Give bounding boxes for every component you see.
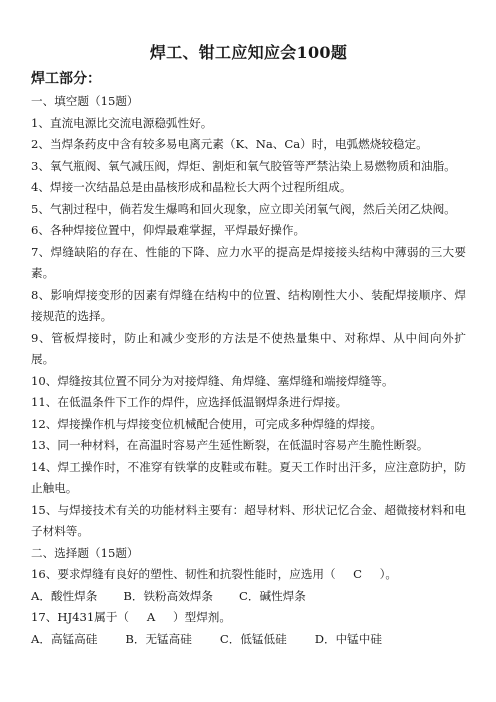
question-3: 3、氧气瓶阀、氧气减压阀，焊炬、割炬和氧气胶管等严禁沾染上易燃物质和油脂。 bbox=[31, 158, 456, 173]
question-7: 7、焊缝缺陷的存在、性能的下降、应力水平的提高是焊接接头结构中薄弱的三大要素。 bbox=[31, 244, 466, 280]
question-17-options bbox=[31, 629, 466, 651]
question-16-answer: C bbox=[353, 567, 363, 581]
option-d: D．中锰中硅 bbox=[314, 631, 382, 646]
choice-list bbox=[31, 564, 466, 650]
question-2: 2、当焊条药皮中含有较多易电离元素（K、Na、Ca）时，电弧燃烧较稳定。 bbox=[31, 137, 428, 151]
part-heading-choice: 二、选择题（15题） bbox=[31, 545, 139, 560]
question-15: 15、与焊接技术有关的功能材料主要有：超导材料、形状记忆合金、超微接材料和电子材料等。 bbox=[31, 502, 466, 538]
question-4: 4、焊接一次结晶总是由晶核形成和晶粒长大两个过程所组成。 bbox=[31, 180, 352, 194]
question-1: 1、直流电源比交流电源稳弧性好。 bbox=[31, 115, 213, 130]
question-16-options bbox=[31, 586, 466, 608]
question-17-answer: A bbox=[146, 610, 156, 624]
question-10: 10、焊缝按其位置不同分为对接焊缝、角焊缝、塞焊缝和端接焊缝等。 bbox=[31, 373, 394, 388]
option-a: A．酸性焊条 bbox=[31, 588, 98, 603]
question-14: 14、焊工操作时，不准穿有铁掌的皮鞋或布鞋。夏天工作时出汗多，应注意防护，防止触电。 bbox=[31, 459, 466, 495]
question-17-tail: ）型焊剂。 bbox=[173, 610, 231, 624]
option-b: B．铁粉高效焊条 bbox=[123, 588, 214, 603]
fill-blank-list bbox=[31, 113, 466, 543]
question-17-stem: 17、HJ431属于（ bbox=[31, 610, 130, 624]
question-17 bbox=[31, 607, 466, 629]
option-b: B．无锰高硅 bbox=[125, 631, 192, 646]
question-16-stem: 16、要求焊缝有良好的塑性、韧性和抗裂性能时，应选用（ bbox=[31, 567, 336, 581]
question-8: 8、影响焊接变形的因素有焊缝在结构中的位置、结构刚性大小、装配焊接顺序、焊接规范的选择。 bbox=[31, 287, 466, 323]
option-a: A．高锰高硅 bbox=[31, 631, 98, 646]
question-12: 12、焊接操作机与焊接变位机械配合使用，可完成多种焊缝的焊接。 bbox=[31, 416, 382, 431]
option-c: C．碱性焊条 bbox=[239, 588, 306, 603]
option-c: C．低锰低硅 bbox=[219, 631, 287, 646]
part-heading-fill-blank: 一、填空题（15题） bbox=[31, 94, 139, 108]
question-11: 11、在低温条件下工作的焊件，应选择低温钢焊条进行焊接。 bbox=[31, 395, 348, 409]
question-6: 6、各种焊接位置中，仰焊最难掌握，平焊最好操作。 bbox=[31, 223, 306, 237]
question-9: 9、管板焊接时，防止和减少变形的方法是不使热量集中、对称焊、从中间向外扩展。 bbox=[31, 330, 466, 366]
question-13: 13、同一种材料，在高温时容易产生延性断裂，在低温时容易产生脆性断裂。 bbox=[31, 438, 429, 452]
question-16-tail: ）。 bbox=[379, 567, 397, 581]
document-title: 焊工、钳工应知应会100题 bbox=[149, 43, 348, 62]
question-16 bbox=[31, 564, 466, 586]
section-title: 焊工部分： bbox=[31, 71, 101, 87]
question-5: 5、气割过程中，倘若发生爆鸣和回火现象，应立即关闭氧气阀，然后关闭乙炔阀。 bbox=[31, 201, 456, 216]
